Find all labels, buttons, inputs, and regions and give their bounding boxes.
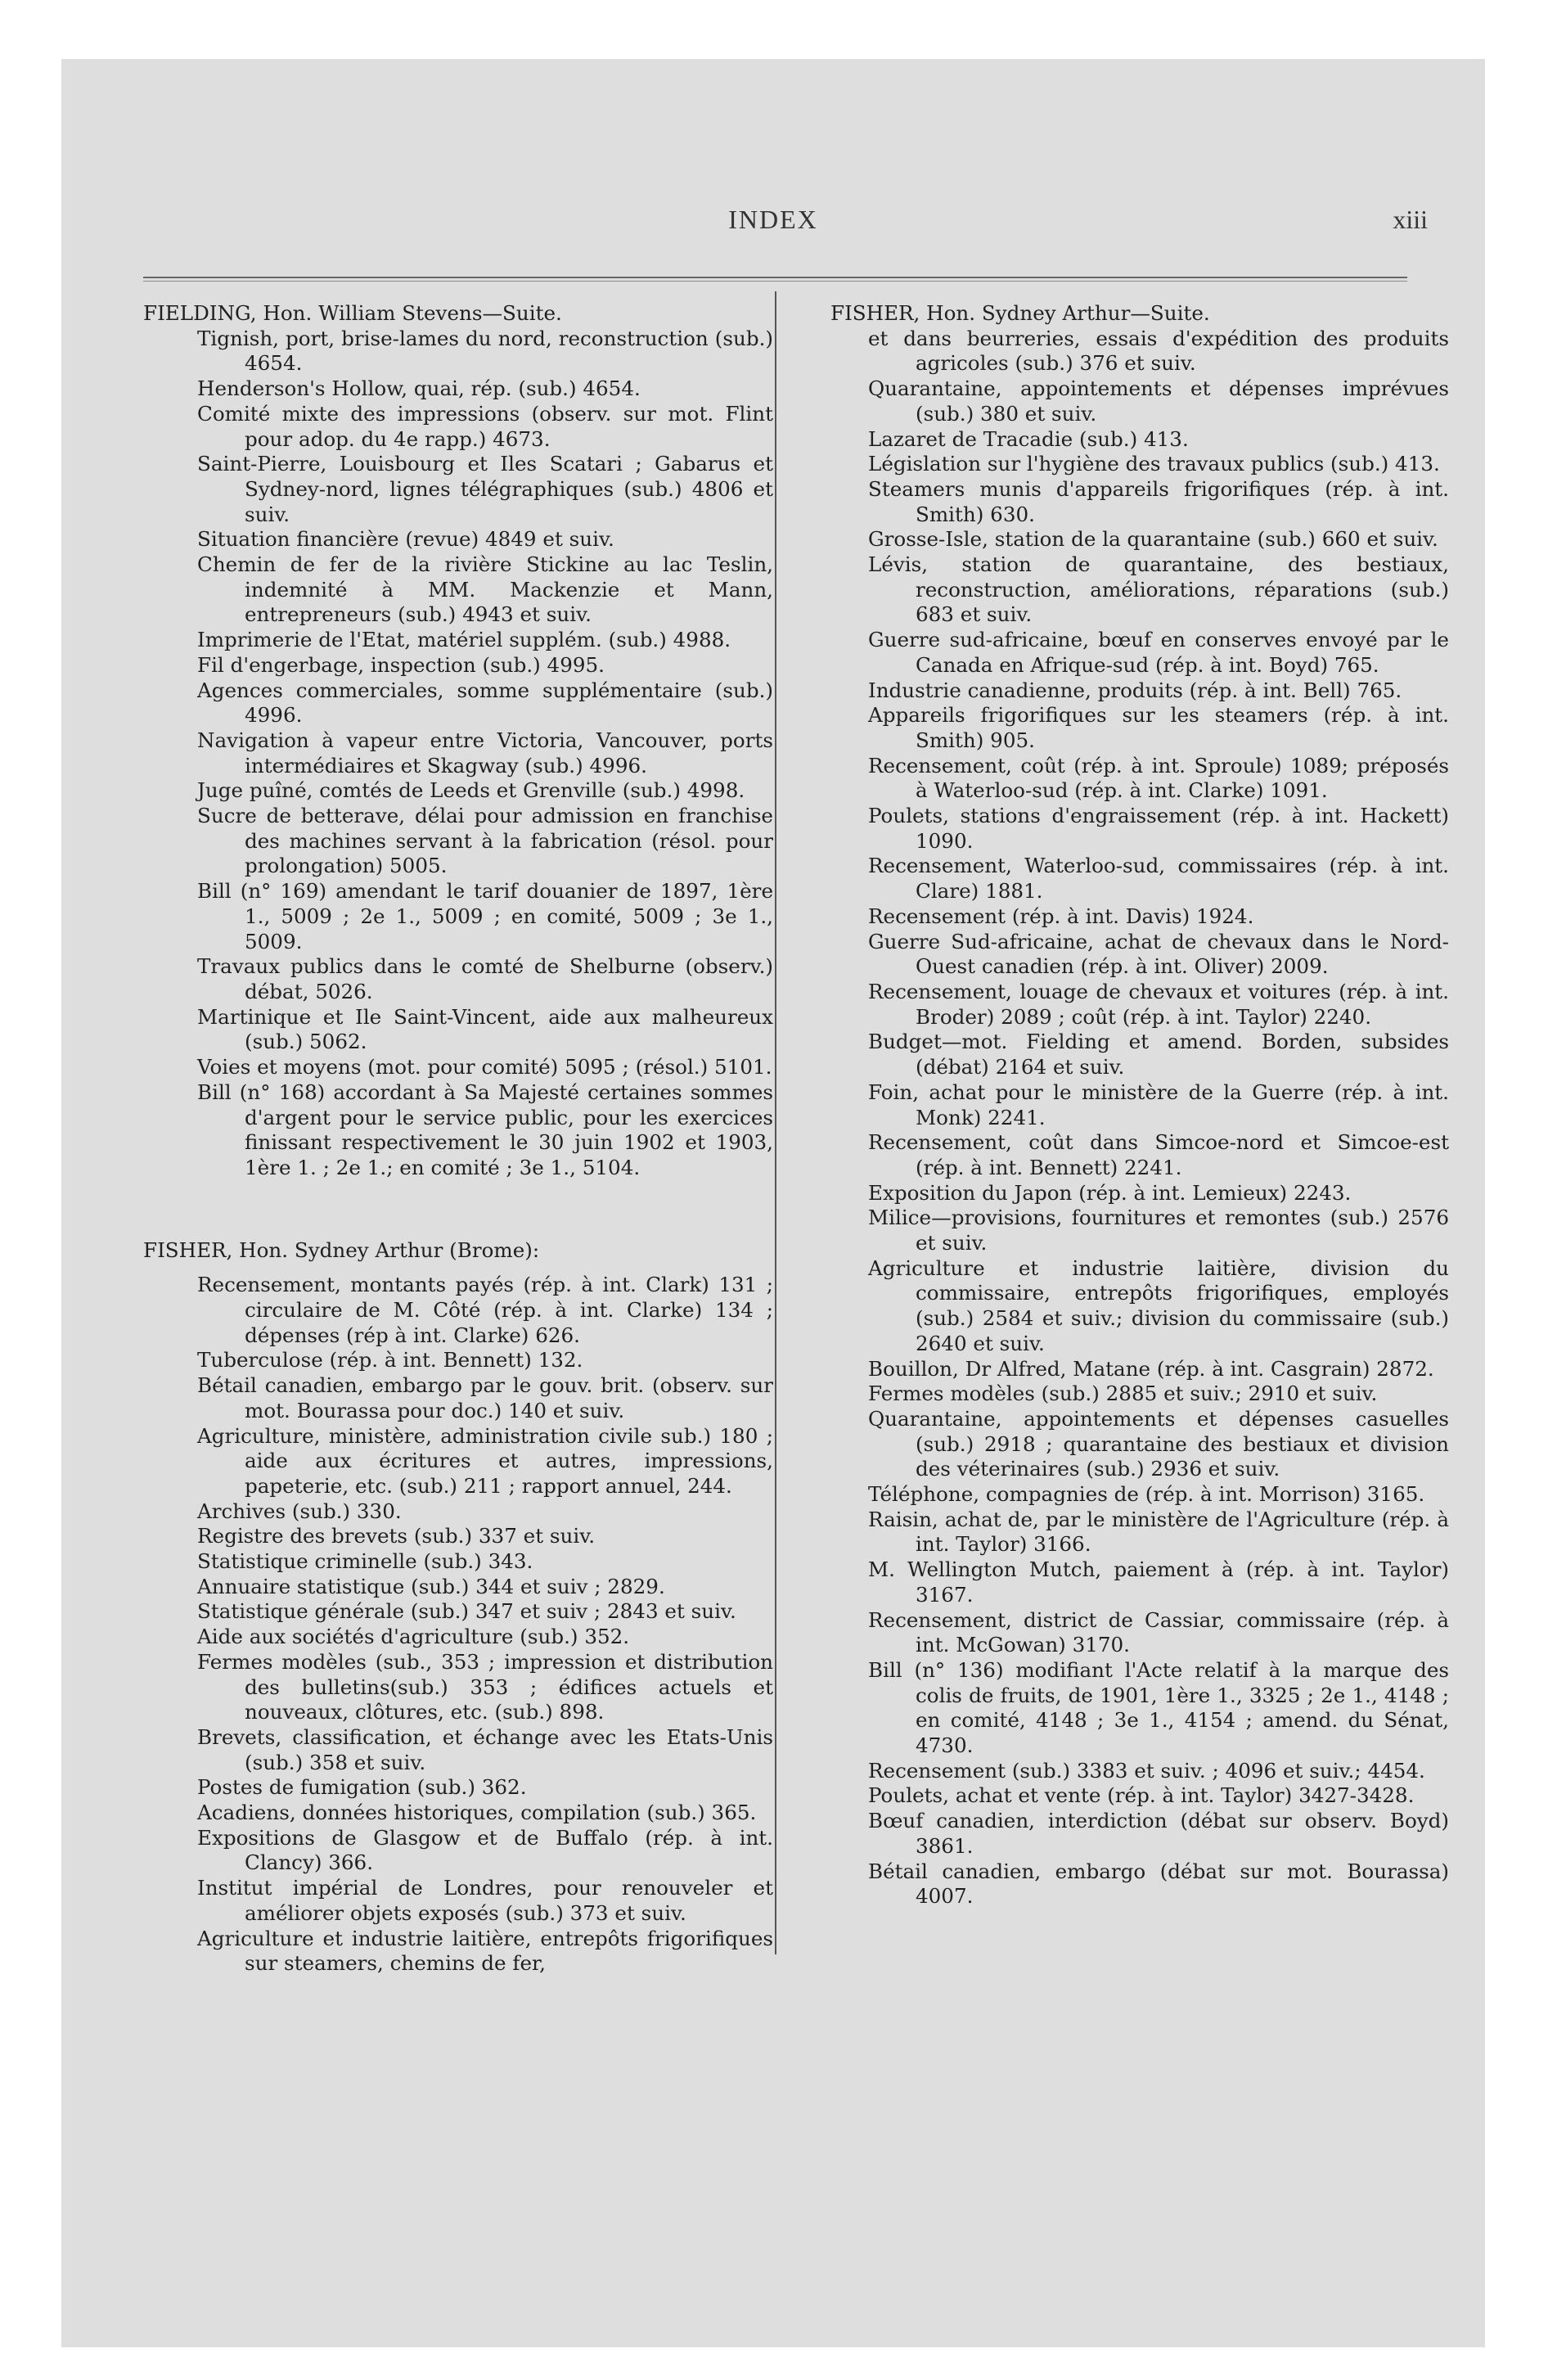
header-rule: [143, 277, 1407, 282]
index-entry: Statistique criminelle (sub.) 343.: [197, 1549, 533, 1574]
index-entry: Registre des brevets (sub.) 337 et suiv.: [197, 1524, 596, 1548]
person-heading-fielding: FIELDING, Hon. William Stevens—Suite.: [143, 301, 562, 325]
index-entry: Statistique générale (sub.) 347 et suiv ; 2843 et suiv.: [197, 1599, 736, 1624]
index-entry: Quarantaine, appointements et dépenses casuelles (sub.) 2918 ; quarantaine des bestiaux et division des véterinaires (sub.) 2936 et suiv.: [868, 1406, 1449, 1481]
index-entry: Acadiens, données historiques, compilation (sub.) 365.: [197, 1801, 757, 1825]
index-entry: Bill (n° 136) modifiant l'Acte relatif à la marque des colis de fruits, de 1901, 1ère 1., 3325 ; 2e 1., 4148 ; en comité, 4148 ; 3e 1., 4154 ; amend. du Sénat, 4730.: [868, 1657, 1449, 1758]
index-entry: Bétail canadien, embargo (débat sur mot. Bourassa) 4007.: [868, 1859, 1449, 1909]
column-divider: [775, 291, 776, 1954]
index-entry: Recensement (sub.) 3383 et suiv. ; 4096 et suiv.; 4454.: [868, 1758, 1425, 1783]
index-entry: Guerre Sud-africaine, achat de chevaux dans le Nord-Ouest canadien (rép. à int. Oliver) 2009.: [868, 929, 1449, 979]
index-entry: Fil d'engerbage, inspection (sub.) 4995.: [197, 652, 605, 677]
running-title: INDEX: [728, 205, 818, 234]
index-entry: Recensement, louage de chevaux et voitures (rép. à int. Broder) 2089 ; coût (rép. à int. Taylor) 2240.: [868, 979, 1449, 1029]
index-entry: Saint-Pierre, Louisbourg et Iles Scatari ; Gabarus et Sydney-nord, lignes télégraphiques (sub.) 4806 et suiv.: [197, 452, 773, 526]
index-entry: Bill (n° 168) accordant à Sa Majesté certaines sommes d'argent pour le service public, pour les exercices finissant respectivement le 30 juin 1902 et 1903, 1ère 1. ; 2e 1.; en comité ; 3e 1., 5104.: [197, 1080, 773, 1179]
index-entry: Poulets, stations d'engraissement (rép. à int. Hackett) 1090.: [868, 804, 1449, 853]
index-entry: Sucre de betterave, délai pour admission en franchise des machines servant à la fabrication (résol. pour prolongation) 5005.: [197, 804, 773, 878]
index-entry: et dans beurreries, essais d'expédition des produits agricoles (sub.) 376 et suiv.: [868, 326, 1449, 376]
index-entry: Foin, achat pour le ministère de la Guerre (rép. à int. Monk) 2241.: [868, 1080, 1449, 1129]
index-entry: Guerre sud-africaine, bœuf en conserves envoyé par le Canada en Afrique-sud (rép. à int. Boyd) 765.: [868, 628, 1449, 677]
entry-list-fielding: [143, 327, 773, 1181]
index-entry: Bétail canadien, embargo par le gouv. brit. (observ. sur mot. Bourassa pour doc.) 140 et suiv.: [197, 1373, 773, 1422]
index-entry: Recensement (rép. à int. Davis) 1924.: [868, 904, 1254, 928]
index-entry: Archives (sub.) 330.: [197, 1499, 402, 1523]
index-entry: Lévis, station de quarantaine, des bestiaux, reconstruction, améliorations, réparations (sub.) 683 et suiv.: [868, 552, 1449, 627]
index-entry: Institut impérial de Londres, pour renouveler et améliorer objets exposés (sub.) 373 et suiv.: [197, 1876, 773, 1925]
scanned-page: [61, 59, 1485, 2347]
index-entry: Raisin, achat de, par le ministère de l'Agriculture (rép. à int. Taylor) 3166.: [868, 1507, 1449, 1557]
index-entry: Fermes modèles (sub., 353 ; impression et distribution des bulletins(sub.) 353 ; édifices actuels et nouveaux, clôtures, etc. (sub.) 898.: [197, 1649, 773, 1724]
index-entry: Milice—provisions, fournitures et remontes (sub.) 2576 et suiv.: [868, 1206, 1449, 1255]
entry-list-fisher: [143, 1273, 773, 1977]
index-entry: Henderson's Hollow, quai, rép. (sub.) 4654.: [197, 376, 641, 401]
index-entry: Bill (n° 169) amendant le tarif douanier de 1897, 1ère 1., 5009 ; 2e 1., 5009 ; en comité, 5009 ; 3e 1., 5009.: [197, 879, 773, 953]
index-entry: Recensement, district de Cassiar, commissaire (rép. à int. McGowan) 3170.: [868, 1607, 1449, 1657]
index-entry: Grosse-Isle, station de la quarantaine (sub.) 660 et suiv.: [868, 527, 1438, 552]
index-entry: Chemin de fer de la rivière Stickine au lac Teslin, indemnité à MM. Mackenzie et Mann, entrepreneurs (sub.) 4943 et suiv.: [197, 552, 773, 627]
index-entry: Comité mixte des impressions (observ. sur mot. Flint pour adop. du 4e rapp.) 4673.: [197, 401, 773, 451]
index-entry: Fermes modèles (sub.) 2885 et suiv.; 2910 et suiv.: [868, 1382, 1378, 1406]
index-entry: Industrie canadienne, produits (rép. à int. Bell) 765.: [868, 678, 1402, 702]
index-entry: Recensement, coût (rép. à int. Sproule) 1089; préposés à Waterloo-sud (rép. à int. Clarke) 1091.: [868, 753, 1449, 803]
index-entry: Annuaire statistique (sub.) 344 et suiv ; 2829.: [197, 1574, 665, 1598]
index-entry: Législation sur l'hygiène des travaux publics (sub.) 413.: [868, 452, 1440, 476]
index-entry: Situation financière (revue) 4849 et suiv.: [197, 527, 614, 552]
index-entry: Lazaret de Tracadie (sub.) 413.: [868, 426, 1189, 451]
index-entry: Aide aux sociétés d'agriculture (sub.) 352.: [197, 1625, 630, 1649]
page-number: xiii: [1393, 205, 1428, 234]
index-entry: M. Wellington Mutch, paiement à (rép. à int. Taylor) 3167.: [868, 1557, 1449, 1607]
index-entry: Martinique et Ile Saint-Vincent, aide aux malheureux (sub.) 5062.: [197, 1004, 773, 1054]
index-entry: Recensement, montants payés (rép. à int. Clark) 131 ; circulaire de M. Côté (rép. à int. Clarke) 134 ; dépenses (rép à int. Clarke) 626.: [197, 1273, 773, 1347]
index-entry: Expositions de Glasgow et de Buffalo (rép. à int. Clancy) 366.: [197, 1825, 773, 1875]
index-entry: Téléphone, compagnies de (rép. à int. Morrison) 3165.: [868, 1482, 1425, 1507]
index-entry: Recensement, Waterloo-sud, commissaires (rép. à int. Clare) 1881.: [868, 854, 1449, 904]
index-entry: Agriculture et industrie laitière, division du commissaire, entrepôts frigorifiques, employés (sub.) 2584 et suiv.; division du commissaire (sub.) 2640 et suiv.: [868, 1255, 1449, 1355]
index-entry: Quarantaine, appointements et dépenses imprévues (sub.) 380 et suiv.: [868, 376, 1449, 426]
index-entry: Bœuf canadien, interdiction (débat sur observ. Boyd) 3861.: [868, 1809, 1449, 1858]
index-entry: Poulets, achat et vente (rép. à int. Taylor) 3427-3428.: [868, 1783, 1415, 1808]
index-entry: Steamers munis d'appareils frigorifiques (rép. à int. Smith) 630.: [868, 476, 1449, 526]
index-entry: Agriculture et industrie laitière, entrepôts frigorifiques sur steamers, chemins de fer,: [197, 1926, 773, 1976]
index-entry: Agences commerciales, somme supplémentaire (sub.) 4996.: [197, 678, 773, 728]
index-entry: Tuberculose (rép. à int. Bennett) 132.: [197, 1348, 583, 1373]
index-entry: Imprimerie de l'Etat, matériel supplém. (sub.) 4988.: [197, 628, 731, 652]
index-entry: Postes de fumigation (sub.) 362.: [197, 1775, 527, 1800]
index-entry: Voies et moyens (mot. pour comité) 5095 ; (résol.) 5101.: [197, 1055, 772, 1080]
right-column: [830, 301, 1449, 1909]
index-entry: Bouillon, Dr Alfred, Matane (rép. à int. Casgrain) 2872.: [868, 1356, 1434, 1381]
index-entry: Juge puîné, comtés de Leeds et Grenville (sub.) 4998.: [197, 778, 745, 803]
index-entry: Navigation à vapeur entre Victoria, Vancouver, ports intermédiaires et Skagway (sub.) 4996.: [197, 728, 773, 778]
left-column: [143, 301, 773, 1977]
entry-list-fisher-suite: [830, 327, 1449, 1909]
index-entry: Appareils frigorifiques sur les steamers (rép. à int. Smith) 905.: [868, 703, 1449, 752]
index-entry: Recensement, coût dans Simcoe-nord et Simcoe-est (rép. à int. Bennett) 2241.: [868, 1130, 1449, 1179]
index-entry: Tignish, port, brise-lames du nord, reconstruction (sub.) 4654.: [197, 326, 773, 376]
index-entry: Travaux publics dans le comté de Shelburne (observ.) débat, 5026.: [197, 954, 773, 1003]
index-entry: Brevets, classification, et échange avec les Etats-Unis (sub.) 358 et suiv.: [197, 1724, 773, 1774]
index-entry: Budget—mot. Fielding et amend. Borden, subsides (débat) 2164 et suiv.: [868, 1030, 1449, 1080]
index-entry: Exposition du Japon (rép. à int. Lemieux) 2243.: [868, 1180, 1352, 1205]
index-entry: Agriculture, ministère, administration civile sub.) 180 ; aide aux écritures et autres, impressions, papeterie, etc. (sub.) 211 ; rapport annuel, 244.: [197, 1423, 773, 1498]
page-header: [61, 205, 1485, 237]
person-heading-fisher: FISHER, Hon. Sydney Arthur (Brome):: [143, 1237, 540, 1262]
person-heading-fisher-suite: FISHER, Hon. Sydney Arthur—Suite.: [830, 301, 1210, 325]
